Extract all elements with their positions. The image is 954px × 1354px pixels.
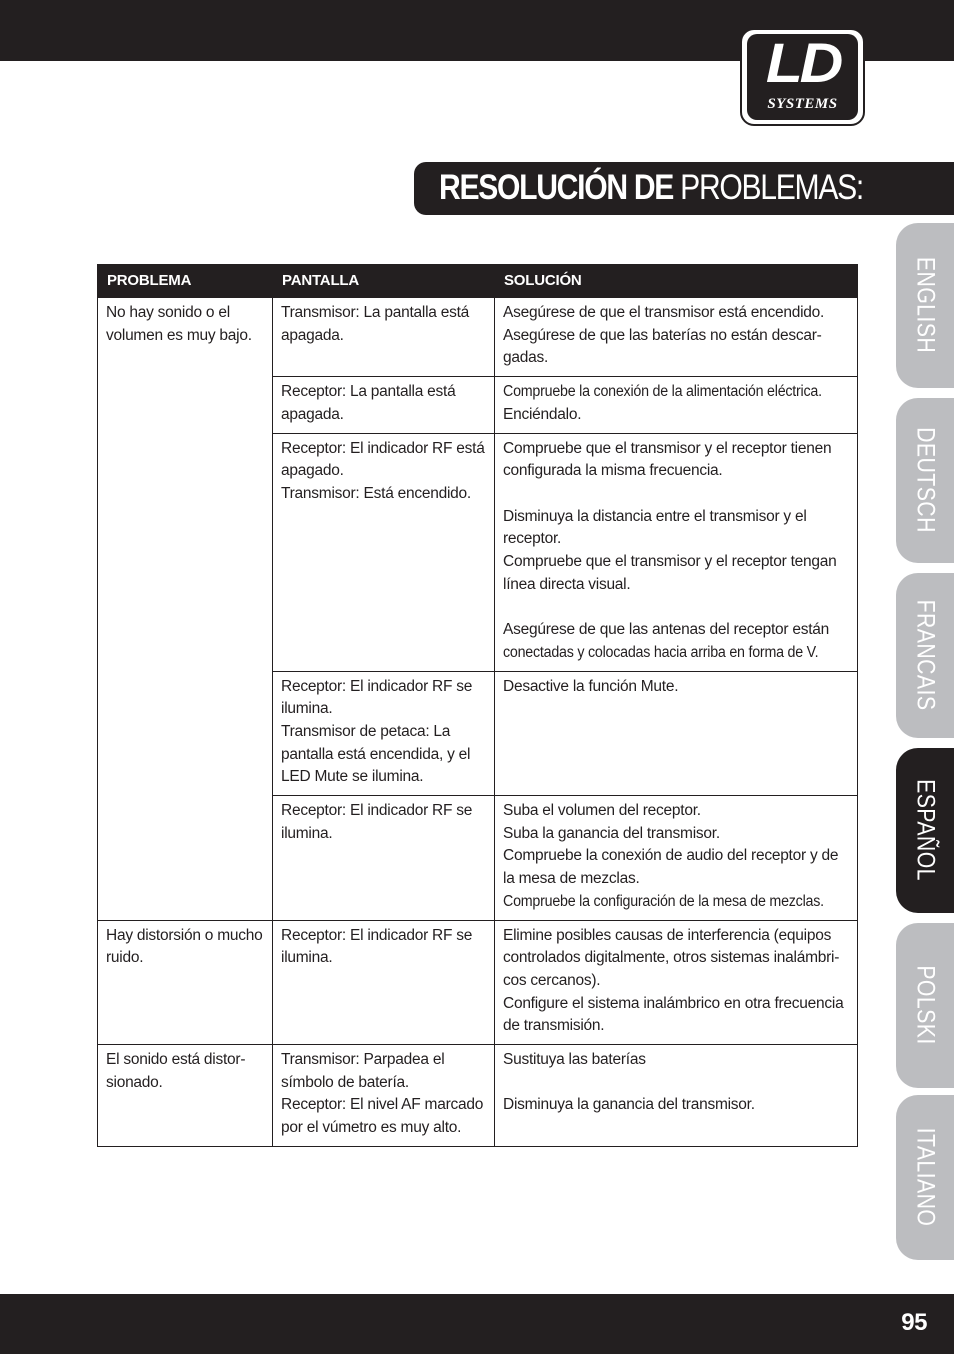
cell-line: configurada la misma frecuencia. <box>503 462 723 480</box>
cell-line: Asegúrese de que las baterías no están descar- <box>503 326 822 344</box>
title-banner <box>414 162 954 215</box>
cell-line: ruido. <box>106 949 144 967</box>
blank-line <box>503 596 849 619</box>
page-title-bold: RESOLUCIÓN DE <box>439 168 674 207</box>
cell-line: Transmisor: Parpadea el <box>281 1051 445 1069</box>
solution-cell <box>495 1045 858 1147</box>
ld-systems-logo <box>740 28 865 126</box>
cell-line: sionado. <box>106 1073 163 1091</box>
tab-italiano-label: ITALIANO <box>911 1127 940 1227</box>
tab-francais[interactable] <box>896 573 954 738</box>
problem-cell <box>98 920 273 1045</box>
display-cell <box>273 920 495 1045</box>
cell-line: de transmisión. <box>503 1017 605 1035</box>
table-row <box>98 298 858 377</box>
tab-espanol-label: ESPAÑOL <box>911 779 940 881</box>
cell-line: Suba la ganancia del transmisor. <box>503 824 720 842</box>
cell-line: Transmisor: Está encendido. <box>281 484 471 502</box>
cell-line: ilumina. <box>281 949 333 967</box>
cell-line: Disminuya la distancia entre el transmisor y el <box>503 507 807 525</box>
cell-line: volumen es muy bajo. <box>106 326 252 344</box>
solution-cell <box>495 796 858 921</box>
cell-line: símbolo de batería. <box>281 1073 409 1091</box>
cell-line: cos cercanos). <box>503 971 601 989</box>
cell-line: Elimine posibles causas de interferencia (equipos <box>503 926 832 944</box>
cell-line: receptor. <box>503 530 562 548</box>
cell-line: Desactive la función Mute. <box>503 677 679 695</box>
cell-line: apagado. <box>281 462 344 480</box>
cell-line: No hay sonido o el <box>106 304 230 321</box>
cell-line: Receptor: El indicador RF se <box>281 926 473 944</box>
cell-line: Receptor: El indicador RF se <box>281 802 473 820</box>
cell-line: El sonido está distor- <box>106 1051 246 1069</box>
cell-line: Asegúrese de que las antenas del receptor están <box>503 621 830 639</box>
cell-line: Receptor: El indicador RF se <box>281 677 473 695</box>
header-problema: PROBLEMA <box>98 265 273 298</box>
cell-line: Compruebe que el transmisor y el receptor tengan <box>503 553 837 571</box>
cell-line: Configure el sistema inalámbrico en otra frecuencia <box>503 994 844 1012</box>
blank-line <box>503 1072 849 1095</box>
cell-line: Sustituya las baterías <box>503 1051 646 1069</box>
troubleshooting-table <box>97 264 858 1147</box>
cell-line: ilumina. <box>281 700 333 718</box>
tab-espanol[interactable] <box>896 748 954 913</box>
cell-line: Compruebe la configuración de la mesa de mezclas. <box>503 892 824 910</box>
cell-line: Enciéndalo. <box>503 405 582 423</box>
cell-line: por el vúmetro es muy alto. <box>281 1119 462 1137</box>
tab-english-label: ENGLISH <box>911 256 940 354</box>
cell-line: LED Mute se ilumina. <box>281 768 424 786</box>
cell-line: controlados digitalmente, otros sistemas inalámbri- <box>503 949 840 967</box>
cell-line: Receptor: El nivel AF marcado <box>281 1096 484 1114</box>
cell-line: Disminuya la ganancia del transmisor. <box>503 1096 755 1114</box>
header-pantalla: PANTALLA <box>273 265 495 298</box>
cell-line: Transmisor: La pantalla está <box>281 304 469 321</box>
display-cell <box>273 298 495 377</box>
cell-line: Hay distorsión o mucho <box>106 926 263 944</box>
cell-line: Receptor: El indicador RF está <box>281 439 485 457</box>
cell-line: Compruebe la conexión de la alimentación eléctrica. <box>503 383 822 401</box>
tab-deutsch[interactable] <box>896 398 954 563</box>
logo-sub-text: SYSTEMS <box>767 96 838 112</box>
display-cell <box>273 377 495 433</box>
blank-line <box>503 483 849 506</box>
tab-english[interactable] <box>896 223 954 388</box>
tab-polski[interactable] <box>896 923 954 1088</box>
display-cell <box>273 433 495 671</box>
page-title-normal: PROBLEMAS: <box>673 168 863 207</box>
table-header-row <box>98 265 858 298</box>
cell-line: Compruebe la conexión de audio del receptor y de <box>503 847 839 865</box>
tab-polski-label: POLSKI <box>911 965 940 1045</box>
cell-line: línea directa visual. <box>503 575 631 593</box>
page-number: 95 <box>901 1309 927 1336</box>
cell-line: Compruebe que el transmisor y el receptor tienen <box>503 439 832 457</box>
cell-line: Suba el volumen del receptor. <box>503 802 701 820</box>
cell-line: Asegúrese de que el transmisor está encendido. <box>503 304 825 321</box>
solution-cell <box>495 433 858 671</box>
table-row <box>98 920 858 1045</box>
logo-badge <box>747 34 858 120</box>
tab-deutsch-label: DEUTSCH <box>911 427 940 533</box>
tab-italiano[interactable] <box>896 1095 954 1260</box>
problem-cell <box>98 298 273 921</box>
cell-line: la mesa de mezclas. <box>503 870 640 888</box>
solution-cell <box>495 377 858 433</box>
bottom-bar <box>0 1294 954 1354</box>
solution-cell <box>495 298 858 377</box>
display-cell <box>273 796 495 921</box>
problem-cell <box>98 1045 273 1147</box>
solution-cell <box>495 671 858 796</box>
display-cell <box>273 1045 495 1147</box>
cell-line: apagada. <box>281 326 344 344</box>
cell-line: conectadas y colocadas hacia arriba en forma de V. <box>503 643 819 661</box>
cell-line: Receptor: La pantalla está <box>281 383 456 401</box>
logo-main-text: LD <box>765 34 841 94</box>
table-row <box>98 1045 858 1147</box>
cell-line: pantalla está encendida, y el <box>281 745 471 763</box>
display-cell <box>273 671 495 796</box>
cell-line: Transmisor de petaca: La <box>281 722 451 740</box>
cell-line: apagada. <box>281 405 344 423</box>
cell-line: gadas. <box>503 349 549 367</box>
header-solucion: SOLUCIÓN <box>495 265 858 298</box>
tab-francais-label: FRANCAIS <box>911 599 940 711</box>
solution-cell <box>495 920 858 1045</box>
page-title <box>439 167 863 209</box>
cell-line: ilumina. <box>281 824 333 842</box>
